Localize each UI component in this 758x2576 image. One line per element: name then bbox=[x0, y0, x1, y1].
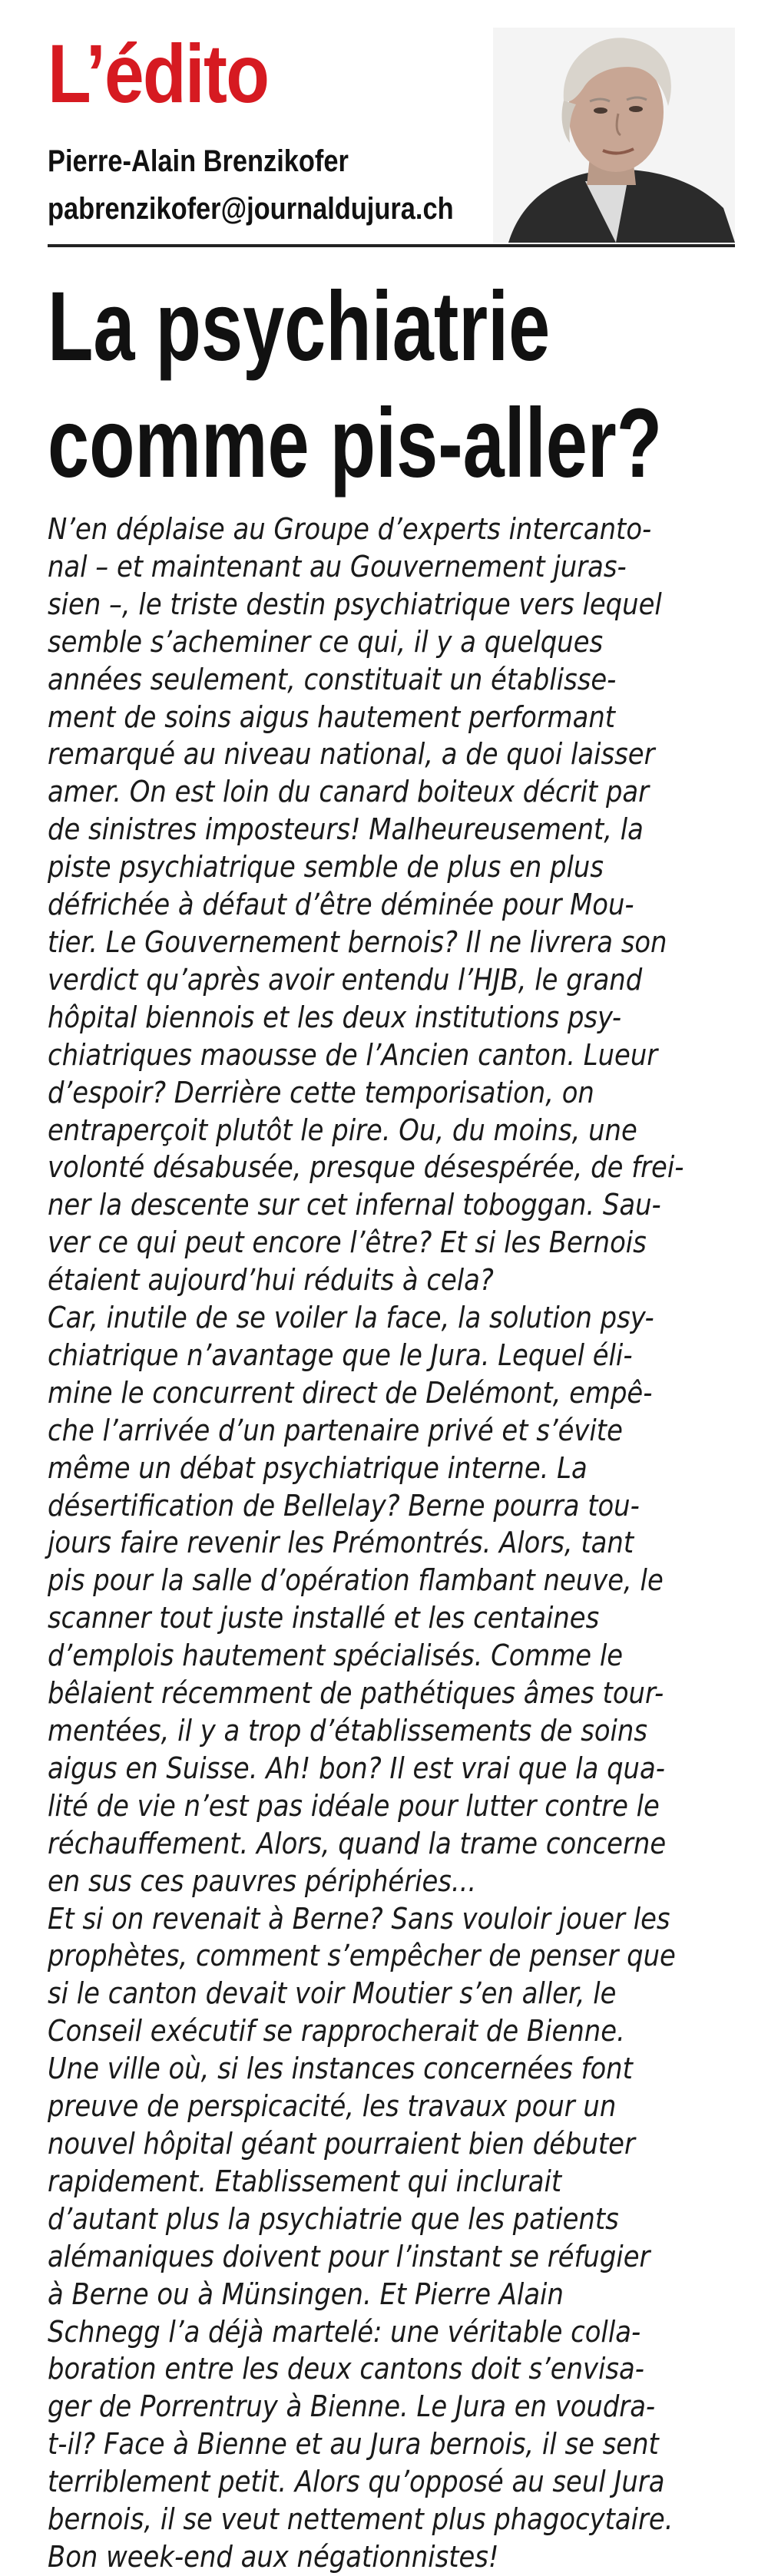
body-line: semble s’acheminer ce qui, il y a quelques bbox=[48, 624, 604, 659]
body-line: ver ce qui peut encore l’être? Et si les Bernois bbox=[48, 1225, 647, 1260]
body-line: ner la descente sur cet infernal toboggan. Sau- bbox=[48, 1188, 661, 1222]
body-line: entraperçoit plutôt le pire. Ou, du moins, une bbox=[48, 1113, 637, 1147]
body-line: prophètes, comment s’empêcher de penser que bbox=[48, 1939, 676, 1973]
body-line: remarqué au niveau national, a de quoi laisser bbox=[48, 737, 655, 772]
body-line: ger de Porrentruy à Bienne. Le Jura en voudra- bbox=[48, 2389, 656, 2424]
body-line: Conseil exécutif se rapprocherait de Bienne. bbox=[48, 2014, 625, 2049]
author-name: Pierre-Alain Brenzikofer bbox=[48, 144, 349, 178]
body-line: N’en déplaise au Groupe d’experts intercanto- bbox=[48, 512, 652, 546]
body-line: Bon week-end aux négationnistes! bbox=[48, 2539, 499, 2574]
header-divider bbox=[48, 244, 735, 247]
body-line: d’espoir? Derrière cette temporisation, on bbox=[48, 1075, 594, 1109]
body-line: étaient aujourd’hui réduits à cela? bbox=[48, 1263, 494, 1298]
headline bbox=[48, 269, 663, 502]
body-line: boration entre les deux cantons doit s’envisa- bbox=[48, 2352, 644, 2386]
edito-header bbox=[48, 28, 735, 252]
body-line: d’autant plus la psychiatrie que les patients bbox=[48, 2201, 619, 2236]
body-line: nal – et maintenant au Gouvernement juras- bbox=[48, 549, 627, 584]
body-line: années seulement, constituait un établisse- bbox=[48, 662, 617, 696]
body-line: alémaniques doivent pour l’instant se réfugier bbox=[48, 2239, 650, 2273]
body-line: en sus ces pauvres périphéries... bbox=[48, 1863, 477, 1898]
body-line: même un débat psychiatrique interne. La bbox=[48, 1450, 588, 1485]
body-line: désertification de Bellelay? Berne pourra tou- bbox=[48, 1488, 640, 1523]
body-line: piste psychiatrique semble de plus en plus bbox=[48, 850, 604, 885]
article-body bbox=[48, 511, 684, 2576]
body-line: Schnegg l’a déjà martelé: une véritable colla- bbox=[48, 2314, 641, 2349]
body-line: lité de vie n’est pas idéale pour lutter contre le bbox=[48, 1788, 660, 1823]
body-line: aigus en Suisse. Ah! bon? Il est vrai que la qua- bbox=[48, 1751, 665, 1785]
headline-line: La psychiatrie bbox=[48, 272, 551, 382]
body-line: nouvel hôpital géant pourraient bien débuter bbox=[48, 2126, 635, 2161]
body-line: défrichée à défaut d’être déminée pour Mou- bbox=[48, 888, 634, 922]
author-portrait-icon bbox=[493, 28, 735, 243]
body-line: bernois, il se veut nettement plus phagocytaire. bbox=[48, 2502, 674, 2537]
body-line: si le canton devait voir Moutier s’en aller, le bbox=[48, 1976, 617, 2011]
body-line: Et si on revenait à Berne? Sans vouloir jouer les bbox=[48, 1901, 670, 1936]
author-portrait bbox=[493, 28, 735, 243]
body-line: volonté désabusée, presque désespérée, de frei- bbox=[48, 1150, 684, 1185]
body-line: d’emplois hautement spécialisés. Comme le bbox=[48, 1639, 624, 1673]
body-line: t-il? Face à Bienne et au Jura bernois, il se sent bbox=[48, 2427, 659, 2462]
body-line: scanner tout juste installé et les centaines bbox=[48, 1601, 600, 1635]
headline-line: comme pis-aller? bbox=[48, 389, 663, 498]
body-line: jours faire revenir les Prémontrés. Alors, tant bbox=[48, 1526, 634, 1560]
body-line: ment de soins aigus hautement performant bbox=[48, 699, 616, 734]
body-line: Car, inutile de se voiler la face, la solution psy- bbox=[48, 1301, 654, 1335]
body-line: chiatriques maousse de l’Ancien canton. Lueur bbox=[48, 1037, 658, 1072]
author-email[interactable]: pabrenzikofer@journaldujura.ch bbox=[48, 192, 454, 226]
body-line: mentées, il y a trop d’établissements de soins bbox=[48, 1714, 647, 1748]
body-line: tier. Le Gouvernement bernois? Il ne livrera son bbox=[48, 924, 667, 959]
body-line: sien –, le triste destin psychiatrique vers lequel bbox=[48, 587, 662, 621]
body-line: mine le concurrent direct de Delémont, empê- bbox=[48, 1375, 653, 1410]
body-line: verdict qu’après avoir entendu l’HJB, le grand bbox=[48, 962, 643, 997]
body-line: de sinistres imposteurs! Malheureusement, la bbox=[48, 812, 644, 847]
body-line: bêlaient récemment de pathétiques âmes tour- bbox=[48, 1676, 664, 1711]
body-line: hôpital biennois et les deux institutions psy- bbox=[48, 1000, 622, 1034]
body-line: terriblement petit. Alors qu’opposé au seul Jura bbox=[48, 2465, 665, 2499]
body-line: Une ville où, si les instances concernées font bbox=[48, 2052, 633, 2086]
body-line: preuve de perspicacité, les travaux pour un bbox=[48, 2089, 617, 2124]
body-line: pis pour la salle d’opération flambant neuve, le bbox=[48, 1563, 664, 1598]
body-line: amer. On est loin du canard boiteux décrit par bbox=[48, 775, 650, 809]
body-line: réchauffement. Alors, quand la trame concerne bbox=[48, 1826, 667, 1860]
body-line: à Berne ou à Münsingen. Et Pierre Alain bbox=[48, 2277, 564, 2311]
body-line: chiatrique n’avantage que le Jura. Lequel éli- bbox=[48, 1338, 633, 1372]
body-line: che l’arrivée d’un partenaire privé et s’évite bbox=[48, 1413, 623, 1447]
rubric-title: L’édito bbox=[48, 27, 269, 120]
body-line: rapidement. Etablissement qui inclurait bbox=[48, 2164, 562, 2198]
